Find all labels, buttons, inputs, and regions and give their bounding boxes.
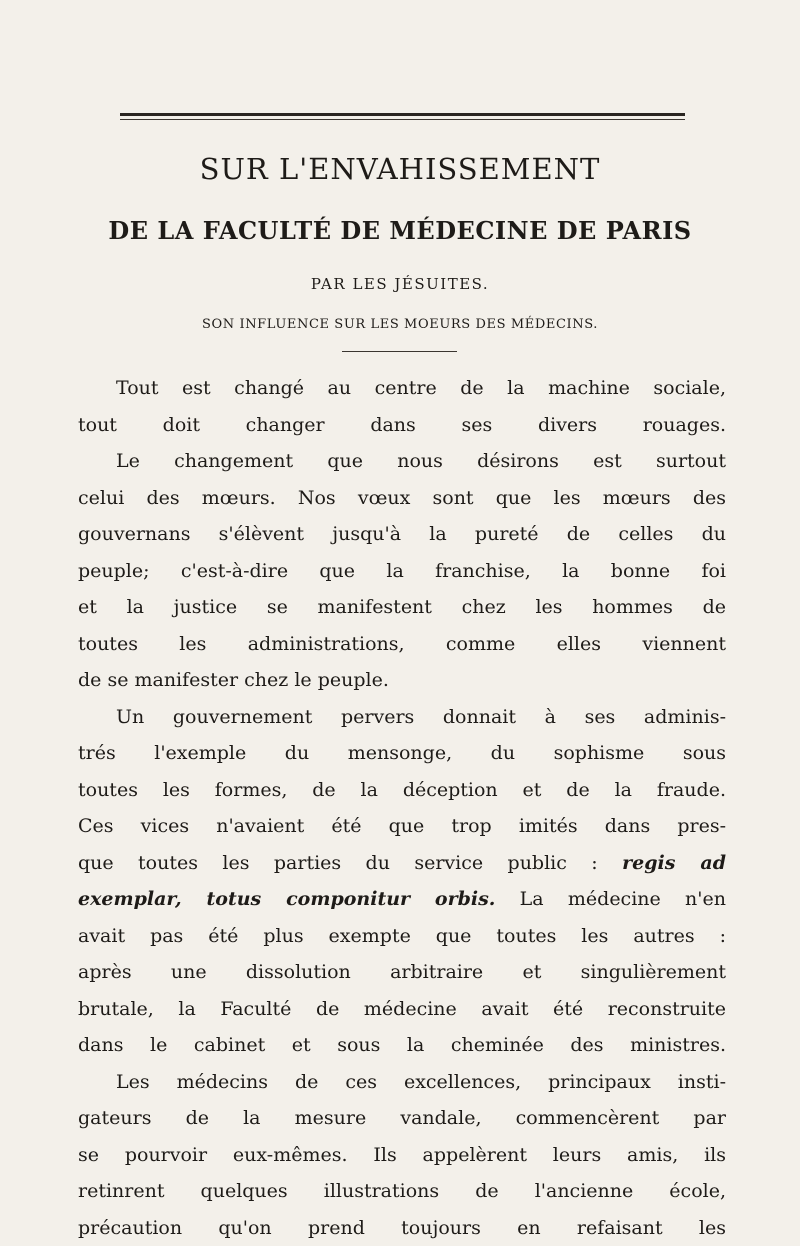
section-heading: SON INFLUENCE SUR LES MOEURS DES MÉDECINS. [0, 317, 800, 332]
text-line: Les médecins de ces excellences, principaux insti- [78, 1064, 726, 1101]
text-line: toutes les administrations, comme elles viennent [78, 626, 726, 663]
latin-quote: exemplar, totus componitur orbis. [78, 888, 495, 910]
text-line: et la justice se manifestent chez les hommes de [78, 589, 726, 626]
text-line: gateurs de la mesure vandale, commencèrent par [78, 1100, 726, 1137]
text-line: Ces vices n'avaient été que trop imités dans pres- [78, 808, 726, 845]
body-text [78, 370, 726, 1246]
ornamental-rule [342, 351, 457, 352]
text-line: de se manifester chez le peuple. [78, 662, 726, 699]
latin-quote: regis ad [622, 852, 726, 874]
text-line: peuple; c'est-à-dire que la franchise, la bonne foi [78, 553, 726, 590]
text-line: se pourvoir eux-mêmes. Ils appelèrent leurs amis, ils [78, 1137, 726, 1174]
text-line: brutale, la Faculté de médecine avait été reconstruite [78, 991, 726, 1028]
text-line: Le changement que nous désirons est surtout [78, 443, 726, 480]
text-line: avait pas été plus exempte que toutes les autres : [78, 918, 726, 955]
text-line [78, 845, 726, 882]
header-rule-thick [120, 113, 685, 116]
text-line [78, 881, 726, 918]
text-segment: que toutes les parties du service public : [78, 852, 598, 874]
text-line: trés l'exemple du mensonge, du sophisme sous [78, 735, 726, 772]
page-subtitle: DE LA FACULTÉ DE MÉDECINE DE PARIS [0, 216, 800, 245]
text-line: Tout est changé au centre de la machine sociale, [78, 370, 726, 407]
text-line: dans le cabinet et sous la cheminée des ministres. [78, 1027, 726, 1064]
byline: PAR LES JÉSUITES. [0, 275, 800, 293]
text-line: gouvernans s'élèvent jusqu'à la pureté de celles du [78, 516, 726, 553]
text-line: précaution qu'on prend toujours en refaisant les [78, 1210, 726, 1246]
text-line: tout doit changer dans ses divers rouages. [78, 407, 726, 444]
text-segment: La médecine n'en [520, 888, 726, 910]
text-line: celui des mœurs. Nos vœux sont que les mœurs des [78, 480, 726, 517]
header-rule-thin [120, 119, 685, 120]
text-line: toutes les formes, de la déception et de la fraude. [78, 772, 726, 809]
text-line: Un gouvernement pervers donnait à ses adminis- [78, 699, 726, 736]
text-line: après une dissolution arbitraire et singulièrement [78, 954, 726, 991]
text-line: retinrent quelques illustrations de l'ancienne école, [78, 1173, 726, 1210]
page-title: SUR L'ENVAHISSEMENT [0, 152, 800, 186]
